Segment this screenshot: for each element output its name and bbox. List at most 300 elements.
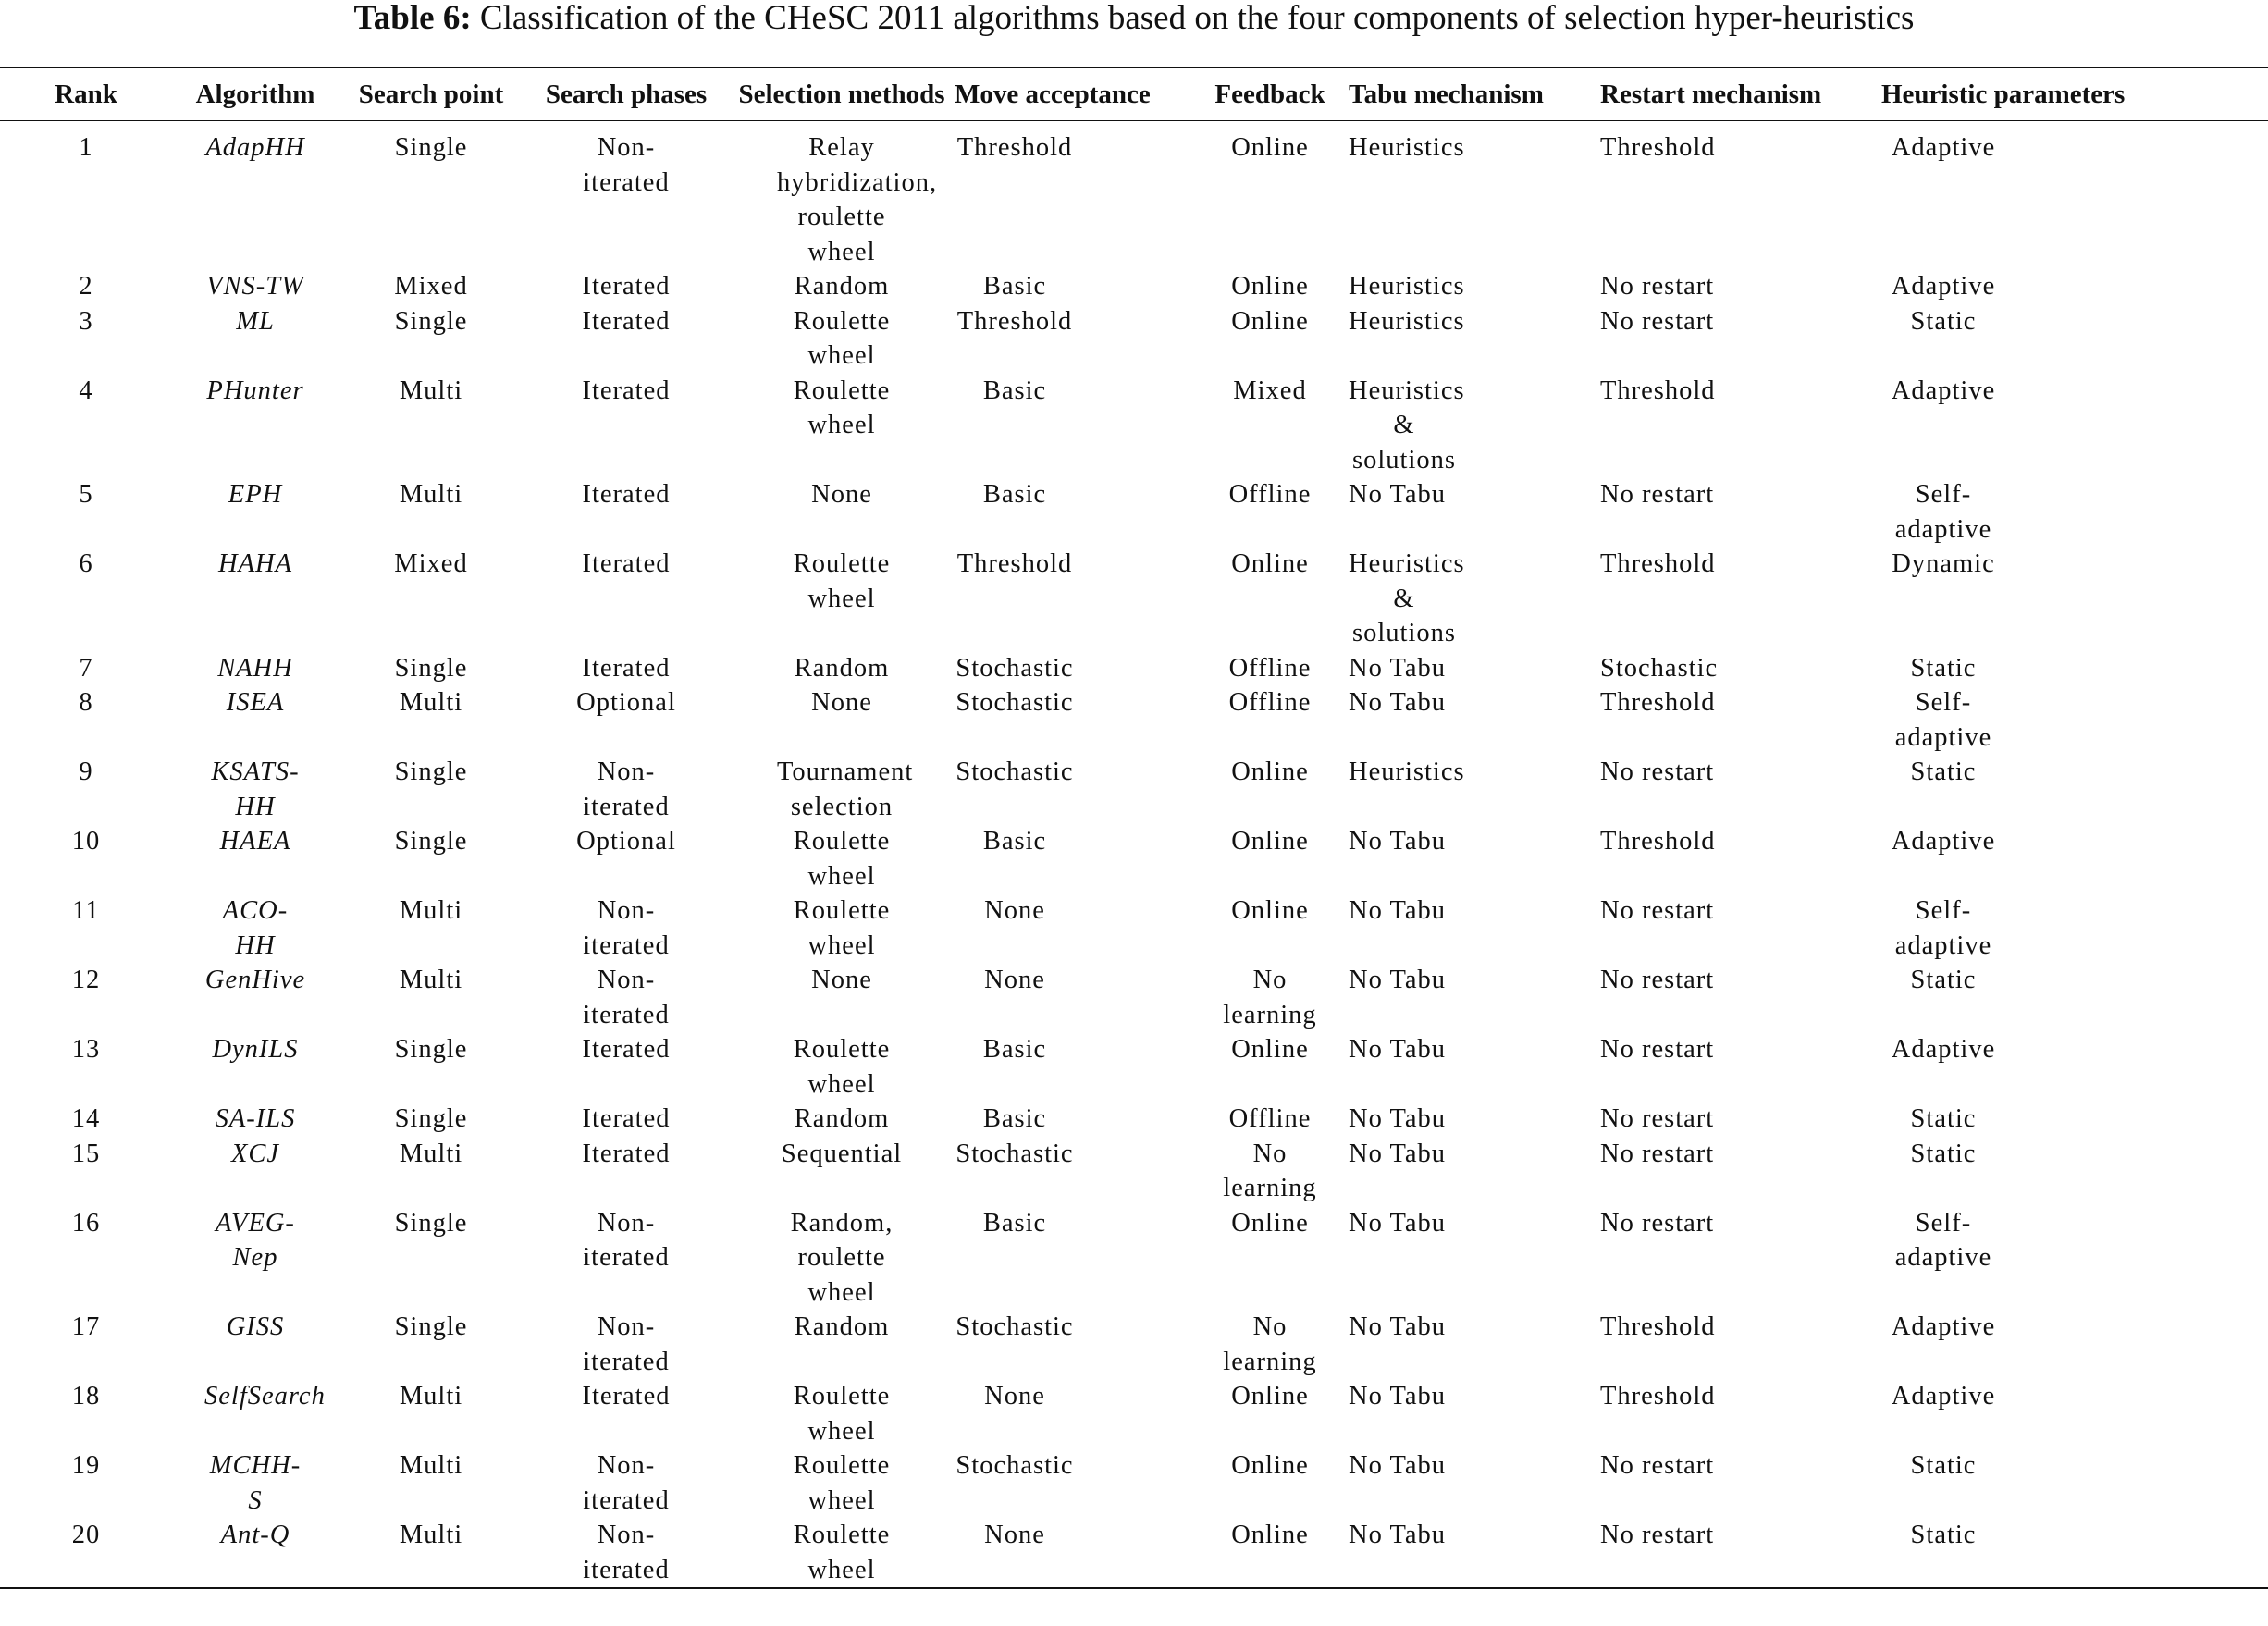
cell-text: Basic — [982, 1104, 1047, 1133]
cell-text: Roulette wheel — [793, 896, 891, 960]
cell-text: Basic — [982, 1208, 1047, 1238]
cell-algorithm — [172, 824, 339, 893]
cell-heuristic-parameters — [1881, 374, 2268, 478]
cell-text: 20 — [71, 1521, 101, 1549]
cell-feedback — [1191, 1448, 1349, 1518]
cell-text: Heuristics — [1349, 306, 1465, 336]
cell-tabu-mechanism — [1349, 1032, 1600, 1102]
cell-tabu-mechanism — [1349, 1448, 1600, 1518]
cell-search-phases — [524, 1310, 729, 1379]
cell-text: Stochastic — [955, 1451, 1074, 1480]
cell-rank — [0, 304, 172, 374]
cell-algorithm — [172, 269, 339, 304]
cell-text: Heuristics & solutions — [1349, 376, 1465, 474]
table-row — [0, 1032, 2268, 1102]
cell-text: Heuristics & solutions — [1349, 549, 1465, 647]
cell-move-acceptance — [955, 1102, 1191, 1137]
cell-algorithm — [172, 374, 339, 478]
cell-text: HAHA — [218, 549, 292, 578]
cell-selection-methods — [729, 893, 955, 963]
cell-feedback — [1191, 1102, 1349, 1137]
cell-text: Dynamic — [1892, 549, 1995, 578]
cell-text: Heuristics — [1349, 758, 1465, 786]
table-row — [0, 121, 2268, 270]
cell-search-point — [339, 1448, 524, 1518]
cell-text: Multi — [399, 896, 463, 925]
cell-restart-mechanism — [1600, 651, 1881, 686]
cell-selection-methods — [729, 685, 955, 755]
cell-tabu-mechanism — [1349, 269, 1600, 304]
cell-restart-mechanism — [1600, 477, 1881, 547]
cell-feedback — [1191, 893, 1349, 963]
cell-restart-mechanism — [1600, 1206, 1881, 1311]
cell-move-acceptance — [955, 685, 1191, 755]
table-row — [0, 374, 2268, 478]
cell-algorithm — [172, 755, 339, 824]
cell-move-acceptance — [955, 1518, 1191, 1588]
table-row — [0, 547, 2268, 651]
cell-text: None — [811, 480, 872, 509]
cell-text: 17 — [71, 1312, 101, 1341]
cell-search-phases — [524, 374, 729, 478]
cell-tabu-mechanism — [1349, 1379, 1600, 1448]
cell-search-point — [339, 651, 524, 686]
cell-search-phases — [524, 1518, 729, 1588]
cell-text: EPH — [228, 480, 283, 509]
cell-restart-mechanism — [1600, 893, 1881, 963]
cell-text: GISS — [226, 1312, 285, 1341]
cell-text: Multi — [399, 688, 463, 717]
cell-text: 9 — [79, 758, 93, 786]
cell-text: Basic — [982, 272, 1047, 301]
cell-text: Online — [1231, 272, 1309, 301]
cell-search-phases — [524, 685, 729, 755]
cell-selection-methods — [729, 1137, 955, 1206]
cell-text: Multi — [399, 966, 463, 994]
header-search-phases: Search phases — [545, 79, 708, 109]
cell-text: 16 — [71, 1208, 101, 1238]
cell-text: Non-iterated — [583, 133, 670, 197]
cell-text: Self-adaptive — [1894, 688, 1992, 752]
cell-heuristic-parameters — [1881, 1518, 2268, 1588]
cell-rank — [0, 824, 172, 893]
cell-search-point — [339, 269, 524, 304]
cell-text: Online — [1231, 827, 1309, 856]
cell-text: 4 — [79, 376, 93, 405]
cell-restart-mechanism — [1600, 755, 1881, 824]
cell-text: Tournament selection — [777, 758, 914, 821]
cell-text: Random, roulette wheel — [790, 1208, 894, 1307]
cell-search-point — [339, 1137, 524, 1206]
cell-search-point — [339, 304, 524, 374]
cell-text: Non-iterated — [583, 1208, 670, 1272]
cell-text: Offline — [1228, 653, 1312, 683]
cell-search-phases — [524, 893, 729, 963]
cell-text: Threshold — [1600, 1312, 1716, 1341]
table-row — [0, 1206, 2268, 1311]
cell-search-phases — [524, 1137, 729, 1206]
cell-text: No learning — [1223, 1312, 1317, 1376]
header-tabu-mechanism: Tabu mechanism — [1349, 79, 1544, 109]
cell-text: PHunter — [206, 376, 304, 405]
cell-search-phases — [524, 1379, 729, 1448]
cell-move-acceptance — [955, 1206, 1191, 1311]
cell-text: No Tabu — [1349, 1382, 1447, 1410]
cell-text: 11 — [72, 896, 100, 925]
cell-text: Adaptive — [1891, 376, 1996, 405]
cell-text: None — [984, 966, 1045, 994]
cell-text: Roulette wheel — [793, 376, 891, 439]
cell-algorithm — [172, 963, 339, 1032]
cell-text: No Tabu — [1349, 1521, 1447, 1549]
cell-text: Stochastic — [955, 688, 1074, 717]
cell-text: Static — [1910, 758, 1977, 786]
cell-move-acceptance — [955, 121, 1191, 270]
cell-text: Multi — [399, 480, 463, 509]
cell-text: No Tabu — [1349, 1035, 1447, 1064]
cell-algorithm — [172, 1102, 339, 1137]
cell-text: Relay hybridization, roulette wheel — [777, 133, 938, 266]
cell-text: None — [984, 896, 1045, 925]
cell-text: 2 — [79, 272, 93, 301]
cell-text: Multi — [399, 1382, 463, 1410]
cell-rank — [0, 1206, 172, 1311]
cell-tabu-mechanism — [1349, 893, 1600, 963]
cell-search-point — [339, 1102, 524, 1137]
cell-search-point — [339, 755, 524, 824]
cell-tabu-mechanism — [1349, 685, 1600, 755]
cell-feedback — [1191, 477, 1349, 547]
cell-search-point — [339, 1518, 524, 1588]
cell-search-phases — [524, 121, 729, 270]
cell-text: Online — [1231, 758, 1309, 786]
cell-feedback — [1191, 121, 1349, 270]
cell-tabu-mechanism — [1349, 121, 1600, 270]
cell-selection-methods — [729, 1379, 955, 1448]
cell-search-point — [339, 1310, 524, 1379]
cell-text: Static — [1910, 1104, 1977, 1133]
cell-rank — [0, 1137, 172, 1206]
table-body — [0, 121, 2268, 1589]
cell-algorithm — [172, 1032, 339, 1102]
cell-text: Static — [1910, 1139, 1977, 1168]
cell-algorithm — [172, 1137, 339, 1206]
cell-text: 12 — [71, 966, 101, 994]
cell-move-acceptance — [955, 1379, 1191, 1448]
cell-text: Iterated — [582, 1104, 671, 1133]
cell-text: HAEA — [219, 827, 291, 856]
cell-text: Online — [1231, 1382, 1309, 1410]
cell-restart-mechanism — [1600, 963, 1881, 1032]
cell-move-acceptance — [955, 755, 1191, 824]
cell-text: Offline — [1228, 480, 1312, 509]
cell-text: Offline — [1228, 1104, 1312, 1133]
cell-selection-methods — [729, 1102, 955, 1137]
cell-text: 10 — [71, 827, 101, 856]
cell-feedback — [1191, 755, 1349, 824]
cell-heuristic-parameters — [1881, 1137, 2268, 1206]
cell-search-point — [339, 685, 524, 755]
cell-move-acceptance — [955, 824, 1191, 893]
cell-text: Iterated — [582, 1139, 671, 1168]
cell-algorithm — [172, 651, 339, 686]
cell-feedback — [1191, 651, 1349, 686]
cell-search-point — [339, 547, 524, 651]
cell-search-point — [339, 893, 524, 963]
cell-restart-mechanism — [1600, 1310, 1881, 1379]
cell-text: Online — [1231, 549, 1309, 578]
cell-text: Online — [1231, 1451, 1309, 1480]
cell-text: No Tabu — [1349, 966, 1447, 994]
cell-tabu-mechanism — [1349, 963, 1600, 1032]
cell-text: Single — [394, 1208, 468, 1238]
cell-text: Multi — [399, 1451, 463, 1480]
cell-move-acceptance — [955, 963, 1191, 1032]
cell-text: No Tabu — [1349, 1451, 1447, 1480]
cell-text: No restart — [1600, 1451, 1715, 1480]
cell-text: Iterated — [582, 653, 671, 683]
cell-move-acceptance — [955, 1310, 1191, 1379]
table-row — [0, 824, 2268, 893]
cell-rank — [0, 1518, 172, 1588]
cell-rank — [0, 374, 172, 478]
table-row — [0, 1310, 2268, 1379]
cell-text: Multi — [399, 1139, 463, 1168]
cell-text: No restart — [1600, 1104, 1715, 1133]
cell-text: Static — [1910, 653, 1977, 683]
cell-text: Threshold — [1600, 133, 1716, 162]
cell-restart-mechanism — [1600, 1137, 1881, 1206]
cell-text: Single — [394, 827, 468, 856]
cell-rank — [0, 547, 172, 651]
cell-text: Threshold — [1600, 549, 1716, 578]
cell-text: Random — [794, 653, 890, 683]
cell-text: Non-iterated — [583, 758, 670, 821]
cell-tabu-mechanism — [1349, 651, 1600, 686]
cell-text: XCJ — [230, 1139, 280, 1168]
cell-restart-mechanism — [1600, 1448, 1881, 1518]
cell-heuristic-parameters — [1881, 1206, 2268, 1311]
cell-rank — [0, 963, 172, 1032]
cell-search-phases — [524, 963, 729, 1032]
cell-selection-methods — [729, 269, 955, 304]
cell-text: Single — [394, 653, 468, 683]
cell-search-phases — [524, 304, 729, 374]
cell-text: Ant-Q — [220, 1521, 290, 1549]
cell-selection-methods — [729, 1518, 955, 1588]
cell-restart-mechanism — [1600, 121, 1881, 270]
cell-text: Online — [1231, 1035, 1309, 1064]
cell-algorithm — [172, 304, 339, 374]
cell-algorithm — [172, 893, 339, 963]
cell-text: Single — [394, 1104, 468, 1133]
cell-tabu-mechanism — [1349, 1518, 1600, 1588]
cell-text: Roulette wheel — [793, 1382, 891, 1446]
cell-tabu-mechanism — [1349, 1206, 1600, 1311]
cell-search-phases — [524, 1206, 729, 1311]
cell-text: No Tabu — [1349, 480, 1447, 509]
cell-text: Multi — [399, 376, 463, 405]
table-row — [0, 651, 2268, 686]
caption-label: Table 6: — [353, 0, 472, 37]
cell-text: 18 — [71, 1382, 101, 1410]
cell-text: Adaptive — [1891, 272, 1996, 301]
cell-algorithm — [172, 1518, 339, 1588]
table-row — [0, 1137, 2268, 1206]
cell-text: SA-ILS — [215, 1104, 296, 1133]
cell-algorithm — [172, 1310, 339, 1379]
cell-tabu-mechanism — [1349, 547, 1600, 651]
cell-heuristic-parameters — [1881, 1310, 2268, 1379]
table-row — [0, 477, 2268, 547]
cell-heuristic-parameters — [1881, 651, 2268, 686]
cell-rank — [0, 893, 172, 963]
cell-move-acceptance — [955, 477, 1191, 547]
header-rank: Rank — [55, 79, 117, 109]
cell-selection-methods — [729, 304, 955, 374]
cell-move-acceptance — [955, 374, 1191, 478]
cell-text: Basic — [982, 480, 1047, 509]
cell-feedback — [1191, 374, 1349, 478]
cell-restart-mechanism — [1600, 1379, 1881, 1448]
cell-selection-methods — [729, 1310, 955, 1379]
cell-text: Self-adaptive — [1894, 896, 1992, 960]
cell-feedback — [1191, 1310, 1349, 1379]
cell-heuristic-parameters — [1881, 893, 2268, 963]
table-row — [0, 269, 2268, 304]
cell-text: No Tabu — [1349, 653, 1447, 683]
cell-selection-methods — [729, 1206, 955, 1311]
cell-text: Stochastic — [1600, 653, 1719, 683]
cell-text: 14 — [71, 1104, 101, 1133]
cell-move-acceptance — [955, 1448, 1191, 1518]
cell-text: Stochastic — [955, 1139, 1074, 1168]
header-heuristic-parameters: Heuristic parameters — [1881, 79, 2126, 109]
cell-heuristic-parameters — [1881, 824, 2268, 893]
cell-text: No Tabu — [1349, 1208, 1447, 1238]
cell-search-point — [339, 477, 524, 547]
cell-text: ACO-HH — [222, 896, 289, 960]
cell-selection-methods — [729, 755, 955, 824]
cell-restart-mechanism — [1600, 269, 1881, 304]
cell-rank — [0, 1032, 172, 1102]
table-row — [0, 1102, 2268, 1137]
cell-text: Optional — [576, 827, 676, 856]
cell-move-acceptance — [955, 304, 1191, 374]
cell-tabu-mechanism — [1349, 1310, 1600, 1379]
cell-text: Basic — [982, 376, 1047, 405]
cell-algorithm — [172, 1206, 339, 1311]
header-row — [0, 68, 2268, 121]
cell-text: 19 — [71, 1451, 101, 1480]
table-row — [0, 685, 2268, 755]
cell-algorithm — [172, 685, 339, 755]
cell-text: No Tabu — [1349, 1139, 1447, 1168]
cell-selection-methods — [729, 963, 955, 1032]
cell-text: SelfSearch — [204, 1382, 326, 1410]
cell-text: Roulette wheel — [793, 549, 891, 613]
cell-text: KSATS-HH — [211, 758, 300, 821]
cell-text: No restart — [1600, 272, 1715, 301]
cell-restart-mechanism — [1600, 1518, 1881, 1588]
cell-text: Basic — [982, 1035, 1047, 1064]
cell-search-phases — [524, 651, 729, 686]
cell-restart-mechanism — [1600, 1032, 1881, 1102]
cell-search-point — [339, 121, 524, 270]
cell-text: No restart — [1600, 1139, 1715, 1168]
cell-text: Threshold — [956, 306, 1073, 336]
cell-text: Iterated — [582, 480, 671, 509]
cell-tabu-mechanism — [1349, 1102, 1600, 1137]
cell-text: No Tabu — [1349, 688, 1447, 717]
header-search-point: Search point — [358, 79, 504, 109]
cell-search-point — [339, 963, 524, 1032]
cell-feedback — [1191, 963, 1349, 1032]
cell-heuristic-parameters — [1881, 304, 2268, 374]
cell-text: ML — [236, 306, 275, 336]
cell-text: None — [811, 966, 872, 994]
cell-algorithm — [172, 547, 339, 651]
cell-text: Threshold — [956, 549, 1073, 578]
cell-text: Basic — [982, 827, 1047, 856]
cell-text: Iterated — [582, 1035, 671, 1064]
classification-table — [0, 67, 2268, 1589]
cell-search-phases — [524, 477, 729, 547]
cell-text: Online — [1231, 1521, 1309, 1549]
cell-selection-methods — [729, 547, 955, 651]
cell-selection-methods — [729, 477, 955, 547]
cell-rank — [0, 1310, 172, 1379]
cell-text: Roulette wheel — [793, 1521, 891, 1584]
cell-text: No restart — [1600, 480, 1715, 509]
cell-search-point — [339, 1032, 524, 1102]
cell-text: GenHive — [204, 966, 306, 994]
cell-text: No restart — [1600, 1208, 1715, 1238]
cell-feedback — [1191, 1518, 1349, 1588]
cell-rank — [0, 651, 172, 686]
cell-search-phases — [524, 269, 729, 304]
cell-move-acceptance — [955, 651, 1191, 686]
cell-text: Online — [1231, 306, 1309, 336]
cell-text: Roulette wheel — [793, 1035, 891, 1099]
cell-heuristic-parameters — [1881, 685, 2268, 755]
cell-search-phases — [524, 1032, 729, 1102]
cell-selection-methods — [729, 651, 955, 686]
cell-text: Iterated — [582, 272, 671, 301]
cell-text: Iterated — [582, 306, 671, 336]
cell-text: 8 — [79, 688, 93, 717]
cell-restart-mechanism — [1600, 824, 1881, 893]
cell-text: AVEG-Nep — [216, 1208, 295, 1272]
cell-text: Multi — [399, 1521, 463, 1549]
cell-text: No restart — [1600, 896, 1715, 925]
cell-text: Mixed — [394, 272, 468, 301]
table-row — [0, 755, 2268, 824]
cell-search-phases — [524, 824, 729, 893]
cell-selection-methods — [729, 824, 955, 893]
cell-heuristic-parameters — [1881, 1448, 2268, 1518]
cell-tabu-mechanism — [1349, 1137, 1600, 1206]
cell-algorithm — [172, 477, 339, 547]
cell-text: None — [811, 688, 872, 717]
cell-text: Adaptive — [1891, 1035, 1996, 1064]
cell-rank — [0, 685, 172, 755]
cell-text: Non-iterated — [583, 896, 670, 960]
cell-feedback — [1191, 547, 1349, 651]
cell-text: No Tabu — [1349, 1312, 1447, 1341]
cell-heuristic-parameters — [1881, 1379, 2268, 1448]
cell-algorithm — [172, 1379, 339, 1448]
